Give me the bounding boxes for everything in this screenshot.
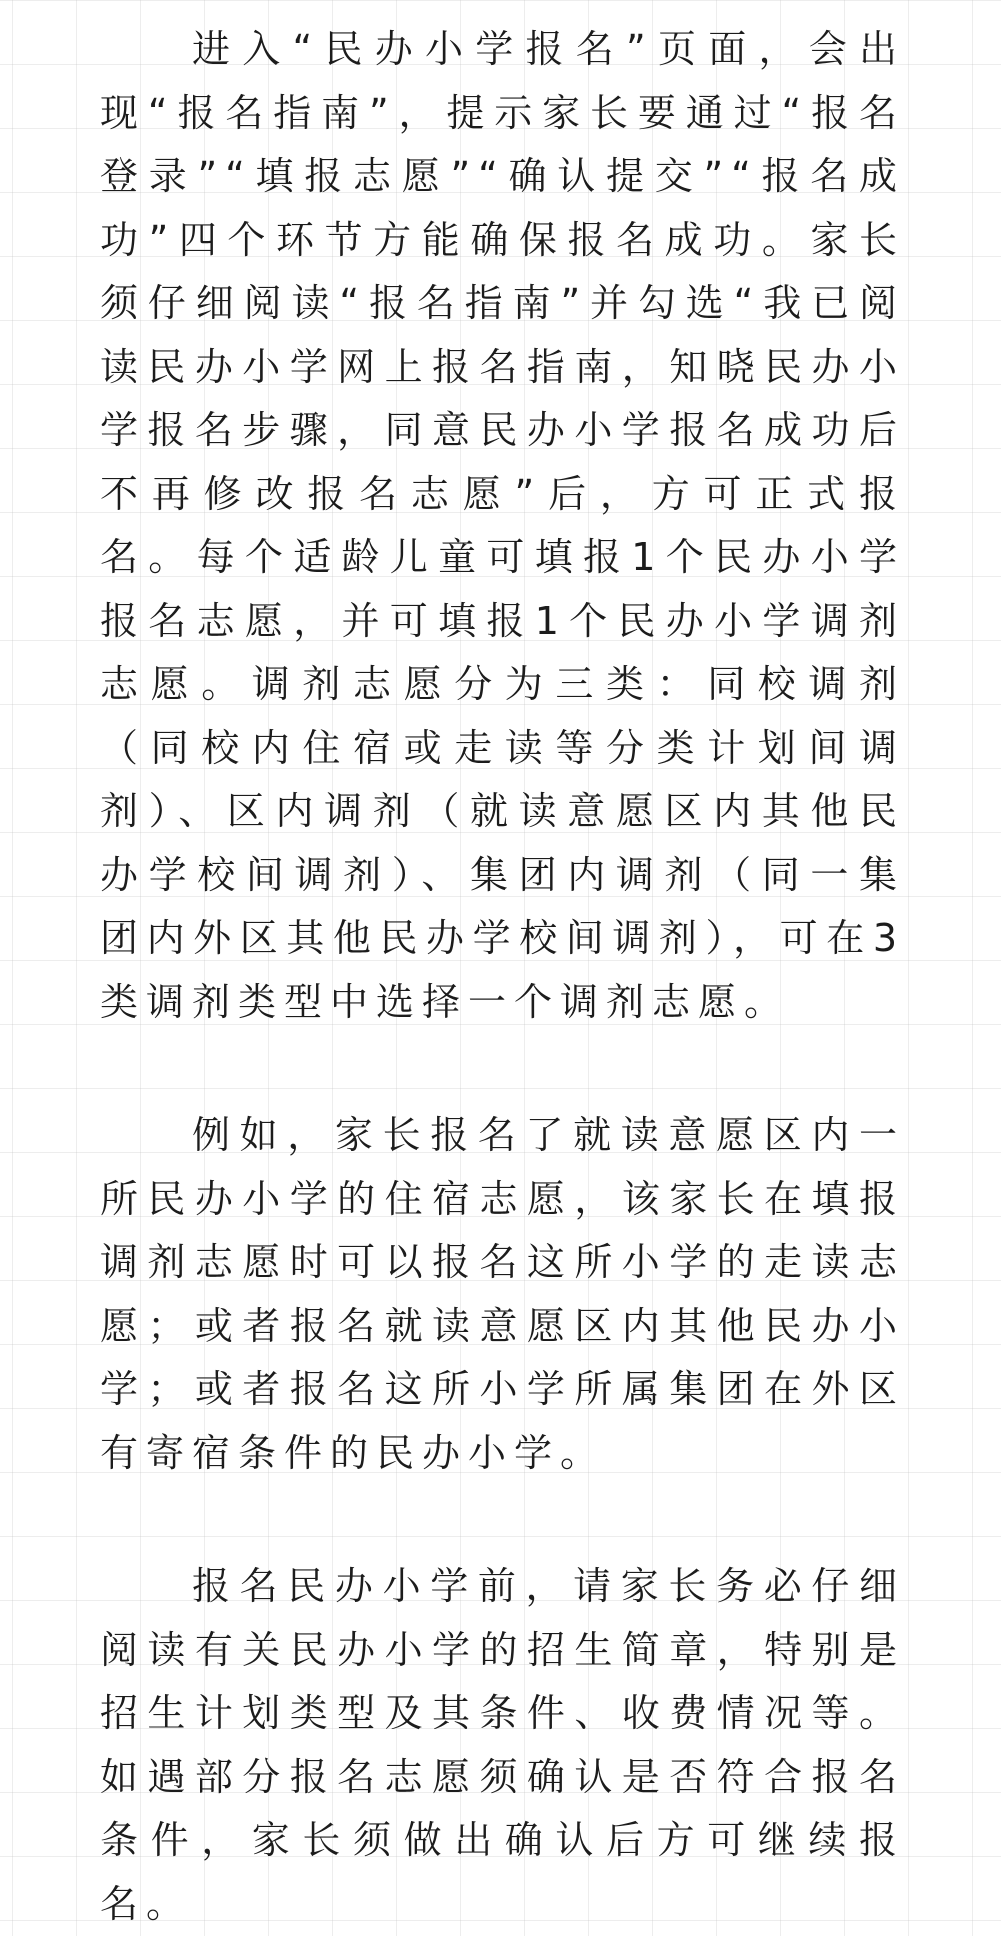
article-body — [100, 18, 905, 1936]
paragraph-registration-steps: 进入“民办小学报名”页面，会出现“报名指南”，提示家长要通过“报名登录”“填报志愿”“确认提交”“报名成功”四个环节方能确保报名成功。家长须仔细阅读“报名指南”并勾选“我已阅读民办小学网上报名指南，知晓民办小学报名步骤，同意民办小学报名成功后不再修改报名志愿”后，方可正式报名。每个适龄儿童可填报1个民办小学报名志愿，并可填报1个民办小学调剂志愿。调剂志愿分为三类：同校调剂（同校内住宿或走读等分类计划间调剂）、区内调剂（就读意愿区内其他民办学校间调剂）、集团内调剂（同一集团内外区其他民办学校间调剂），可在3类调剂类型中选择一个调剂志愿。 — [100, 27, 905, 1024]
paragraph-reminder: 报名民办小学前，请家长务必仔细阅读有关民办小学的招生简章，特别是招生计划类型及其条件、收费情况等。如遇部分报名志愿须确认是否符合报名条件，家长须做出确认后方可继续报名。 — [100, 1564, 905, 1926]
paragraph-example: 例如，家长报名了就读意愿区内一所民办小学的住宿志愿，该家长在填报调剂志愿时可以报名这所小学的走读志愿；或者报名就读意愿区内其他民办小学；或者报名这所小学所属集团在外区有寄宿条件的民办小学。 — [100, 1113, 905, 1475]
